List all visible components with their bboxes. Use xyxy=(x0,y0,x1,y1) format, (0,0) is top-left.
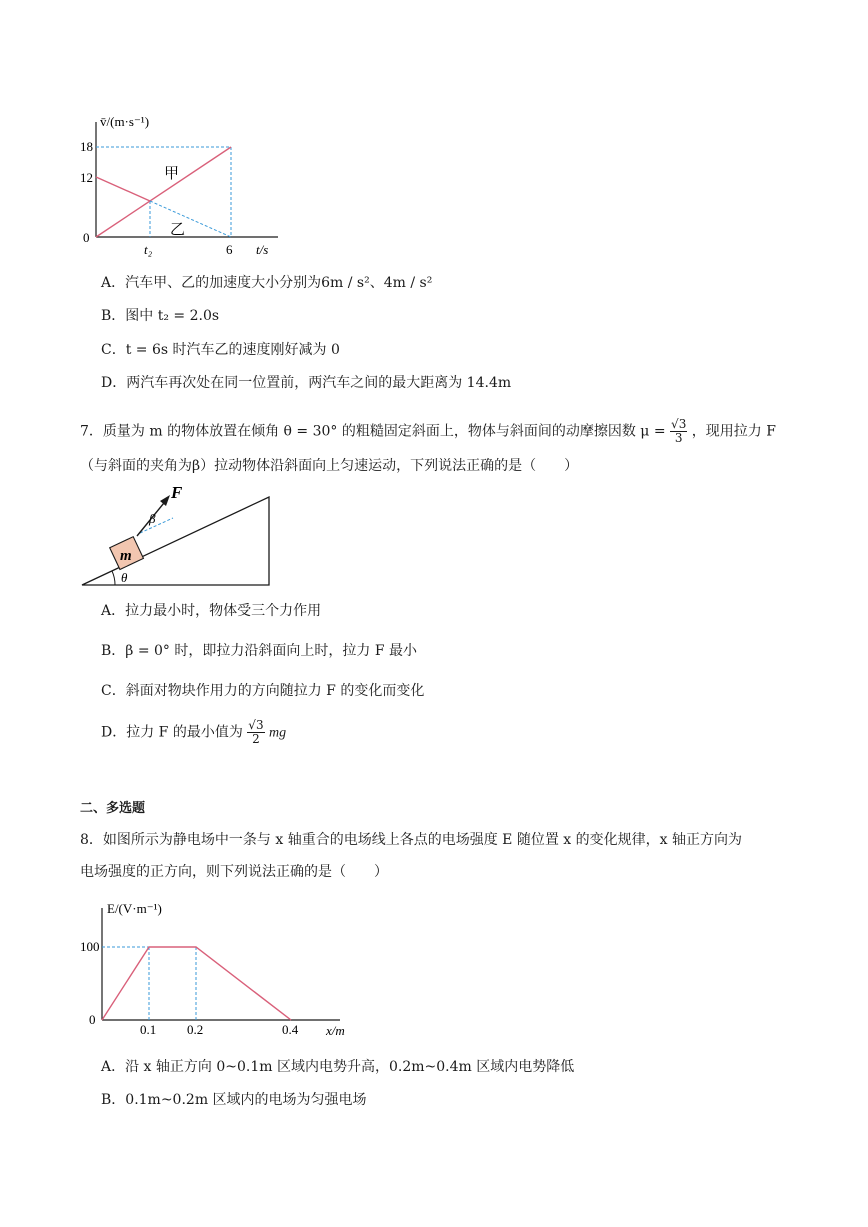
series-jia-line xyxy=(96,147,231,237)
label-theta: θ xyxy=(121,570,128,585)
series-jia-label: 甲 xyxy=(164,166,180,182)
x-tick-6: 6 xyxy=(226,242,233,257)
x-tick-0.2: 0.2 xyxy=(187,1022,204,1037)
series-yi-line xyxy=(96,177,150,201)
theta-arc xyxy=(112,571,115,585)
q6-option-c: C．t = 6s 时汽车乙的速度刚好减为 0 xyxy=(101,342,340,358)
q7-option-d-post: mg xyxy=(269,725,287,741)
q8-stem-line1: 8．如图所示为静电场中一条与 x 轴重合的电场线上各点的电场强度 E 随位置 x 的变化规律，x 轴正方向为 xyxy=(80,832,742,848)
label-F: F xyxy=(171,483,183,502)
x-axis-label-2: x/m xyxy=(326,1023,345,1038)
q8-stem-line2: 电场强度的正方向，则下列说法正确的是（ ） xyxy=(80,864,388,880)
force-arrowhead xyxy=(160,495,170,506)
q7-option-d xyxy=(101,719,286,746)
q7-stem-line2: （与斜面的夹角为β）拉动物体沿斜面向上匀速运动，下列说法正确的是（ ） xyxy=(80,458,579,474)
x-axis-label: t/s xyxy=(256,242,269,257)
q7-option-d-denominator: 2 xyxy=(252,732,260,746)
x-tick-0.1: 0.1 xyxy=(140,1022,157,1037)
label-beta: β xyxy=(149,511,156,526)
q7-option-b: B．β = 0° 时，即拉力沿斜面向上时，拉力 F 最小 xyxy=(101,643,417,659)
q7-option-d-fraction xyxy=(247,719,264,746)
q6-option-b: B．图中 t₂ = 2.0s xyxy=(101,308,220,324)
x-tick-t2: t₂ xyxy=(144,242,153,257)
incline-figure xyxy=(80,482,280,592)
label-m: m xyxy=(120,548,132,564)
series-yi-label: 乙 xyxy=(170,222,186,238)
q7-stem-part2: ，现用拉力 F xyxy=(691,423,776,440)
q6-option-a: A．汽车甲、乙的加速度大小分别为6m / s²、4m / s² xyxy=(101,275,433,291)
q8-option-a: A．沿 x 轴正方向 0~0.1m 区域内电势升高，0.2m~0.4m 区域内电势降低 xyxy=(101,1059,575,1075)
series-yi-dashed xyxy=(150,201,231,237)
y-axis-label: v̄/(m·s⁻¹) xyxy=(100,114,150,129)
q7-mu-denominator: 3 xyxy=(674,431,683,445)
field-position-graph xyxy=(80,898,370,1038)
velocity-time-graph xyxy=(80,112,290,262)
y-tick-0: 0 xyxy=(83,230,90,245)
q7-option-d-numerator: √3 xyxy=(248,718,264,732)
q6-option-d: D．两汽车再次处在同一位置前，两汽车之间的最大距离为 14.4m xyxy=(101,375,512,391)
y-axis-label-2: E/(V·m⁻¹) xyxy=(107,901,162,916)
q7-stem-part1: 7．质量为 m 的物体放置在倾角 θ = 30° 的粗糙固定斜面上，物体与斜面间的动摩擦因数 μ = xyxy=(80,423,666,440)
q7-mu-numerator: √3 xyxy=(671,417,687,431)
y-tick-12: 12 xyxy=(80,170,93,185)
x-tick-0.4: 0.4 xyxy=(282,1022,299,1037)
y-tick-18: 18 xyxy=(80,139,93,154)
q7-mu-fraction xyxy=(670,418,687,445)
q7-option-a: A．拉力最小时，物体受三个力作用 xyxy=(101,603,322,619)
y-tick-100: 100 xyxy=(80,939,100,954)
q7-option-d-pre: D．拉力 F 的最小值为 xyxy=(101,724,243,741)
incline-triangle xyxy=(82,497,269,585)
q7-stem-line1 xyxy=(80,418,776,445)
section-title: 二、多选题 xyxy=(80,801,146,816)
y-tick-0-2: 0 xyxy=(89,1012,96,1027)
q8-option-b: B．0.1m~0.2m 区域内的电场为匀强电场 xyxy=(101,1092,367,1108)
q7-option-c: C．斜面对物块作用力的方向随拉力 F 的变化而变化 xyxy=(101,683,425,699)
